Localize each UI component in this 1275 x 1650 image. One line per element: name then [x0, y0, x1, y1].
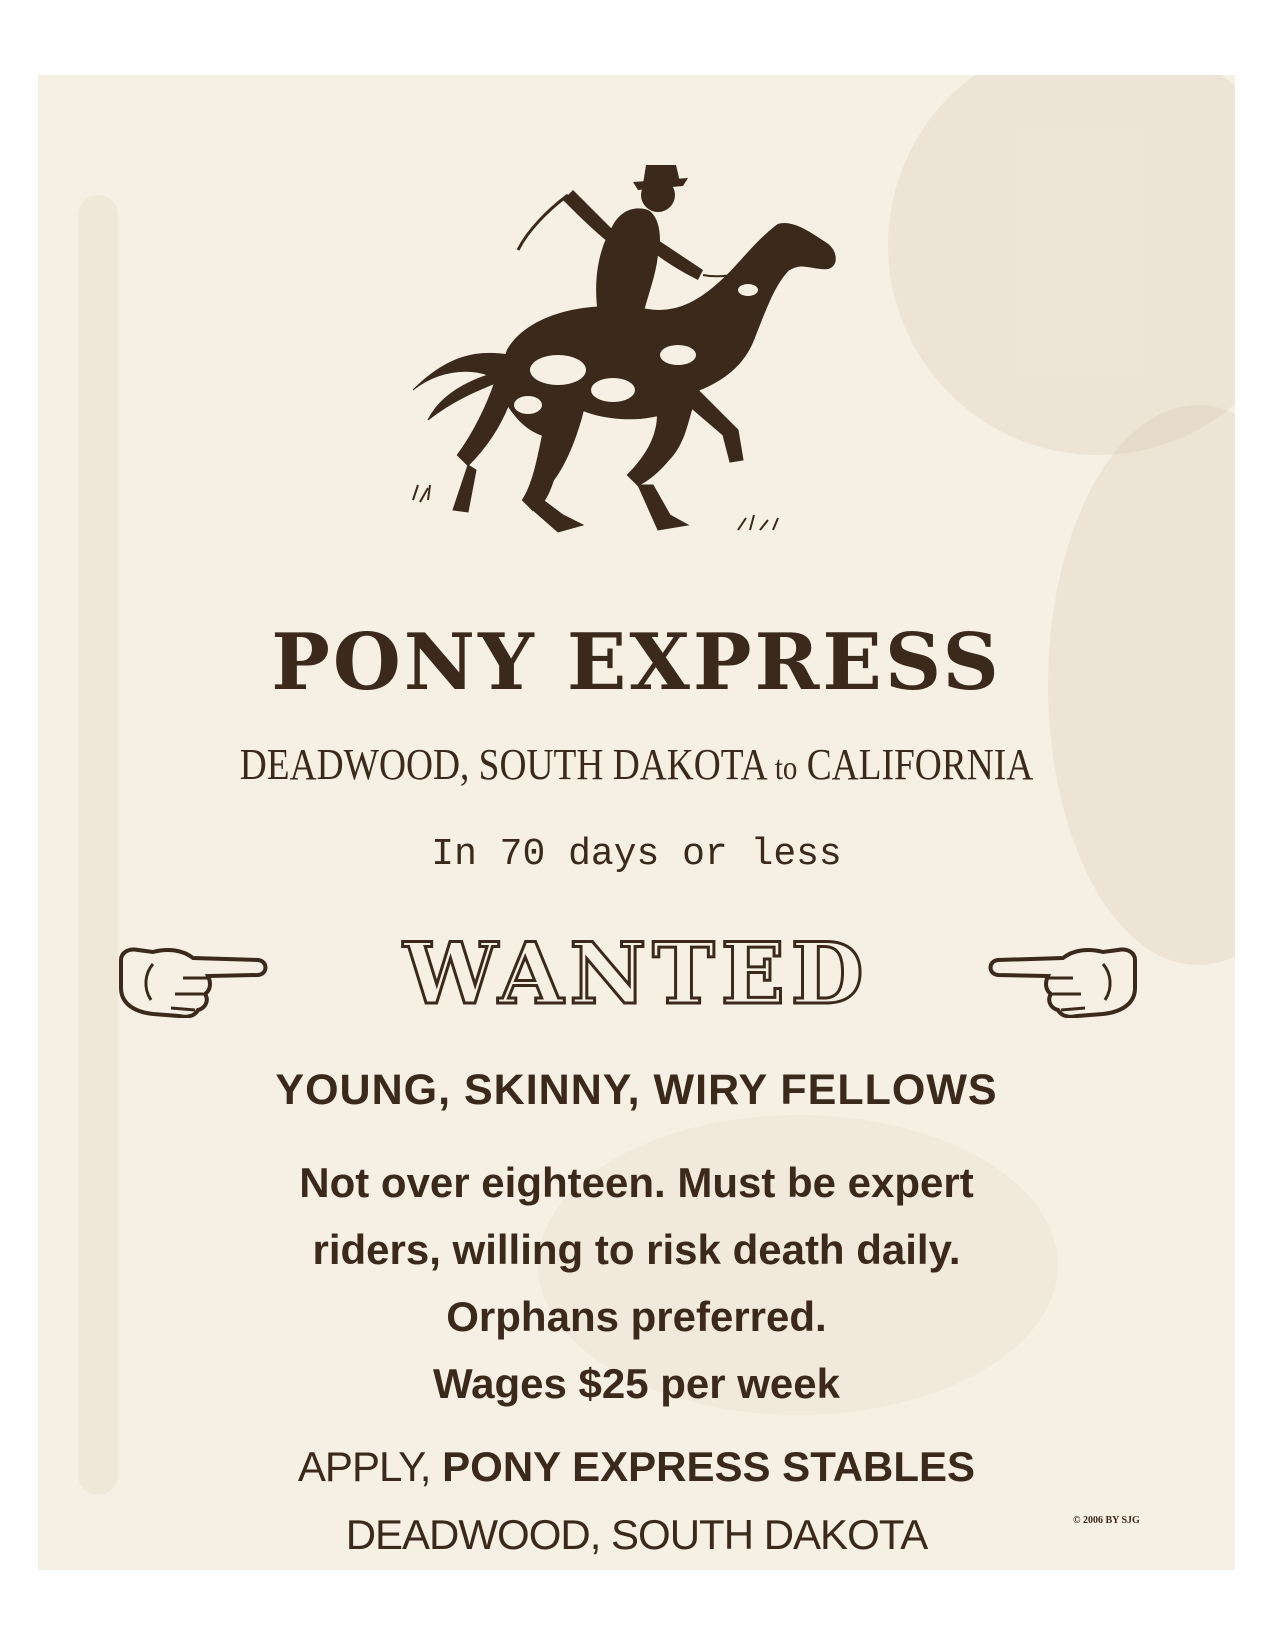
apply-line	[38, 1437, 1235, 1497]
route-from: DEADWOOD, SOUTH DAKOTA	[239, 740, 766, 789]
pointing-hand-left-icon	[983, 938, 1143, 1018]
apply-prefix: APPLY,	[297, 1443, 431, 1490]
wanted-banner	[38, 924, 1235, 1023]
address-line: DEADWOOD, SOUTH DAKOTA	[345, 1511, 928, 1558]
route-line	[128, 735, 1145, 799]
subheading: YOUNG, SKINNY, WIRY FELLOWS	[275, 1066, 998, 1114]
route-connector: to	[774, 750, 798, 787]
wages-line: Wages $25 per week	[433, 1360, 840, 1407]
route-to: CALIFORNIA	[806, 740, 1034, 789]
wanted-heading: WANTED	[403, 924, 870, 1023]
poster-title: PONY EXPRESS	[271, 617, 1002, 708]
apply-place: PONY EXPRESS STABLES	[442, 1443, 976, 1490]
description-line: riders, willing to risk death daily.	[312, 1226, 961, 1273]
description-line: Not over eighteen. Must be expert	[299, 1159, 974, 1206]
description-line: Orphans preferred.	[446, 1293, 827, 1340]
tagline: In 70 days or less	[431, 833, 842, 876]
wanted-poster	[38, 75, 1235, 1570]
copyright-notice: © 2006 BY SJG	[1073, 1515, 1140, 1526]
pony-express-rider-icon	[358, 100, 858, 540]
paper-stain	[888, 75, 1235, 455]
